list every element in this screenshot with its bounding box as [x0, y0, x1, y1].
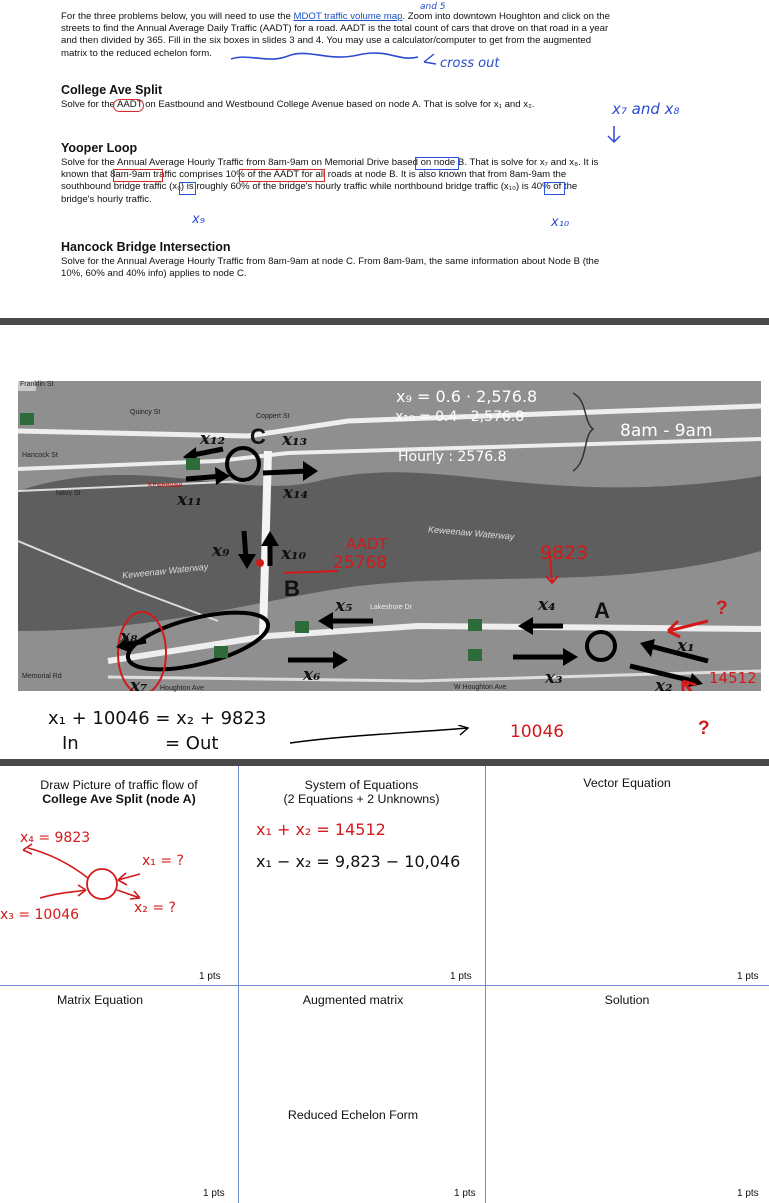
label-x3: x₃ — [545, 668, 563, 688]
label-node-c: C — [250, 424, 266, 449]
label-x13: x₁₃ — [282, 430, 308, 450]
label-x5: x₅ — [335, 596, 353, 616]
label-x1: x₁ — [677, 636, 695, 656]
yooper-paragraph: Solve for the Annual Average Hourly Traffic from 8am-9am on Memorial Drive based on node B. That is solve for x₇ and x₈. It is known that 8am-9am traffic comprises 10% of the AADT for all roads at node B. It is also known that from 8am-9am the southbound bridge traffic (x₉) is roughly 60% of the bridge's hourly traffic while northbound bridge traffic (x₁₀) is 40% of the bridge's hourly traffic. — [61, 157, 599, 205]
street-franklin: Franklin St — [20, 381, 54, 388]
calc-x9: x₉ = 0.6 · 2,576.8 — [396, 387, 538, 406]
annotation-and5: and 5 — [420, 2, 446, 12]
label-x12: x₁₂ — [200, 429, 226, 449]
label-in: In — [62, 733, 79, 754]
question-2: ? — [698, 718, 710, 739]
cell1-pts: 1 pts — [199, 971, 221, 982]
college-note: x₇ and x₈ — [612, 100, 680, 118]
separator-top — [0, 318, 769, 325]
cell5-subtitle: Reduced Echelon Form — [287, 1108, 419, 1122]
box-10pct — [239, 169, 325, 182]
aadt-value: 25768 — [333, 553, 388, 573]
street-waterway-1: Keweenaw Waterway — [121, 561, 209, 581]
cell1-x1: x₁ = ? — [142, 853, 184, 869]
cell2-pts: 1 pts — [450, 971, 472, 982]
time-window: 8am - 9am — [620, 421, 713, 441]
balance-equation: x₁ + 10046 = x₂ + 9823 — [48, 708, 267, 729]
label-node-a: A — [594, 598, 610, 623]
grid-hline — [0, 985, 769, 986]
aadt-label: AADT — [346, 535, 388, 553]
arrow-down-note — [606, 125, 622, 145]
question-1: ? — [716, 598, 728, 619]
cell4-title: Matrix Equation — [56, 993, 144, 1007]
street-waterway-2: Keweenaw Waterway — [427, 524, 515, 542]
value-14512: 14512 — [709, 669, 757, 687]
box-x7x8 — [415, 157, 459, 170]
cell3-pts: 1 pts — [737, 971, 759, 982]
label-x2: x₂ — [655, 676, 673, 696]
mdot-map-link[interactable]: MDOT traffic volume map — [293, 11, 403, 22]
cell1-title: Draw Picture of traffic flow of College Ave Split (node A) — [40, 778, 198, 806]
annotation-crossout: cross out — [440, 56, 500, 71]
label-out: = Out — [165, 733, 219, 754]
college-title: College Ave Split — [61, 83, 163, 97]
label-x7: x₇ — [130, 676, 148, 696]
hourly-value: Hourly : 2576.8 — [398, 449, 507, 465]
street-keweenaw: Keweenaw — [148, 482, 183, 489]
street-houghton: Houghton Ave — [160, 685, 204, 692]
cell6-pts: 1 pts — [737, 1188, 759, 1199]
hancock-paragraph: Solve for the Annual Average Hourly Traffic from 8am-9am at node C. From 8am-9am, the same information about Node B (the 10%, 60% and 40% info) applies to node C. — [61, 256, 600, 280]
value-10046: 10046 — [510, 722, 565, 742]
label-x11: x₁₁ — [177, 490, 203, 510]
calc-x10: x₁₀ = 0.4 · 2,576.8 — [395, 409, 525, 425]
cell4-pts: 1 pts — [203, 1188, 225, 1199]
label-node-b: B — [284, 576, 300, 601]
note-x9: x₉ — [192, 212, 205, 227]
cell1-x2: x₂ = ? — [134, 900, 176, 916]
box-x10 — [544, 182, 565, 195]
cell2-eq2: x₁ − x₂ = 9,823 − 10,046 — [256, 852, 461, 871]
hancock-title: Hancock Bridge Intersection — [61, 240, 231, 254]
value-9823: 9823 — [540, 542, 589, 564]
cell5-pts: 1 pts — [454, 1188, 476, 1199]
street-navy: Navy St — [56, 490, 81, 497]
college-text: Solve for the AADT on Eastbound and Westbound College Avenue based on node A. That is solve for x₁ and x₂. — [61, 99, 535, 110]
note-x10: x₁₀ — [551, 215, 570, 230]
street-memorial: Memorial Rd — [22, 673, 62, 680]
cell1-x4: x₄ = 9823 — [20, 830, 91, 846]
cell3-title: Vector Equation — [583, 776, 671, 790]
label-x8: x₈ — [120, 627, 138, 647]
cell2-title: System of Equations (2 Equations + 2 Unknowns) — [283, 778, 440, 806]
label-x9: x₉ — [212, 541, 230, 561]
intro-paragraph: For the three problems below, you will need to use the MDOT traffic volume map. Zoom into downtown Houghton and click on the streets to find the Annual Average Daily Traffic (AADT) for a road. AADT is the total count of cars that drove on that road in a year and then divided by 365. Fill in the six boxes in slides 3 and 4. You may use a calculator/computer to get from the augmented matrix to the reduced echelon form. — [61, 11, 610, 59]
box-8am9am — [113, 169, 163, 182]
cell5-title: Augmented matrix — [302, 993, 404, 1007]
street-quincy: Quincy St — [130, 409, 161, 416]
street-hancock: Hancock St — [22, 452, 58, 459]
yooper-title: Yooper Loop — [61, 141, 138, 155]
street-w-houghton: W Houghton Ave — [454, 684, 507, 691]
label-x10: x₁₀ — [281, 544, 307, 564]
street-coppert: Coppert St — [256, 413, 290, 420]
crossout-scribble — [228, 50, 448, 72]
aadt-box — [113, 99, 144, 112]
box-x9 — [179, 182, 196, 195]
label-x6: x₆ — [303, 665, 321, 685]
street-lakeshore: Lakeshore Dr — [370, 604, 413, 611]
cell2-eq1: x₁ + x₂ = 14512 — [256, 820, 386, 839]
cell6-title: Solution — [604, 993, 650, 1007]
label-x4: x₄ — [538, 595, 556, 615]
label-x14: x₁₄ — [283, 483, 309, 503]
separator-bottom — [0, 759, 769, 766]
cell1-x3: x₃ = 10046 — [0, 907, 80, 923]
arrow-to-10046 — [288, 725, 473, 747]
cell1-node-sketch — [20, 840, 170, 910]
